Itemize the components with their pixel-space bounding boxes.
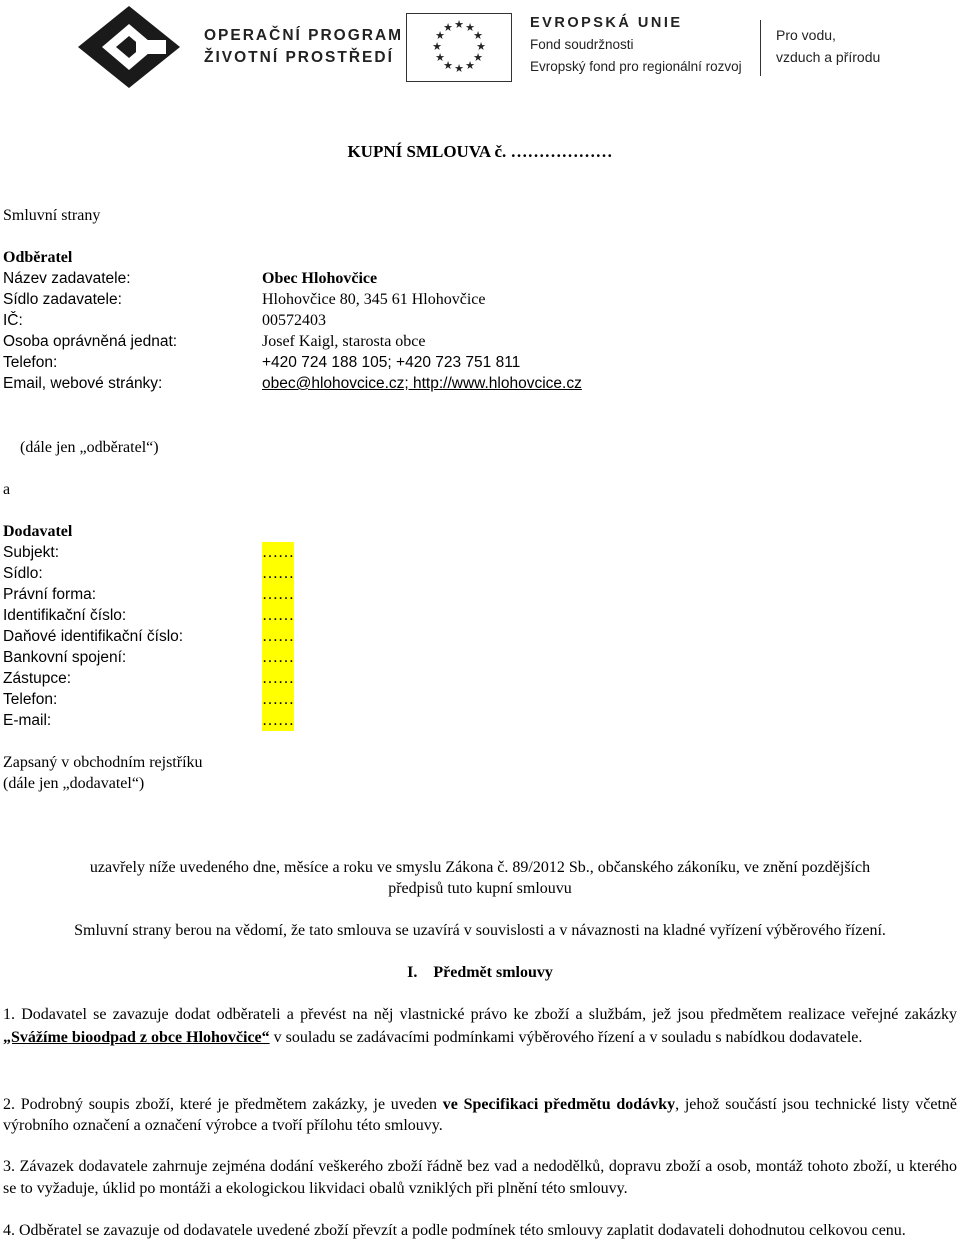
svg-text:★: ★ bbox=[432, 40, 442, 53]
intro-line-2: předpisů tuto kupní smlouvu bbox=[388, 880, 572, 897]
section-1-number: I. bbox=[407, 964, 418, 981]
buyer-label-web: Email, webové stránky: bbox=[3, 375, 163, 392]
supplier-value-seat: …… bbox=[262, 565, 294, 582]
buyer-value-person: Josef Kaigl, starosta obce bbox=[262, 333, 426, 350]
slogan bbox=[776, 24, 880, 68]
eu-flag-icon bbox=[406, 13, 512, 82]
op-program-name bbox=[204, 25, 403, 69]
supplier-label-seat: Sídlo: bbox=[3, 565, 43, 582]
supplier-label-phone: Telefon: bbox=[3, 691, 58, 708]
paragraph-1-end: v souladu se zadávacími podmínkami výběrového řízení a v souladu s nabídkou dodavatele. bbox=[269, 1029, 863, 1046]
buyer-value-ic: 00572403 bbox=[262, 312, 326, 329]
supplier-label-representative: Zástupce: bbox=[3, 670, 72, 687]
supplier-value-legal-form: …… bbox=[262, 586, 294, 603]
eu-fund-2: Evropský fond pro regionální rozvoj bbox=[530, 59, 742, 74]
supplier-label-email: E-mail: bbox=[3, 712, 52, 729]
svg-text:★: ★ bbox=[473, 51, 483, 64]
buyer-heading: Odběratel bbox=[3, 249, 73, 266]
supplier-label-id: Identifikační číslo: bbox=[3, 607, 127, 624]
intro-line-1: uzavřely níže uvedeného dne, měsíce a roku ve smyslu Zákona č. 89/2012 Sb., občanského zákoníku, ve znění pozdějších bbox=[89, 859, 871, 876]
svg-text:★: ★ bbox=[435, 51, 445, 64]
supplier-label-bank: Bankovní spojení: bbox=[3, 649, 127, 666]
buyer-alias: (dále jen „odběratel“) bbox=[20, 439, 159, 456]
slogan-line-2: vzduch a přírodu bbox=[776, 49, 881, 65]
supplier-value-id: …… bbox=[262, 607, 294, 624]
supplier-value-phone: …… bbox=[262, 691, 294, 708]
contract-title: KUPNÍ SMLOUVA č. ……………… bbox=[347, 142, 613, 161]
and-word: a bbox=[3, 481, 11, 498]
buyer-value-name: Obec Hlohovčice bbox=[262, 270, 378, 287]
header-divider bbox=[760, 20, 761, 76]
supplier-label-tax-id: Daňové identifikační číslo: bbox=[3, 628, 184, 645]
paragraph-1 bbox=[3, 1003, 957, 1049]
op-line-1: OPERAČNÍ PROGRAM bbox=[204, 27, 404, 44]
specification-reference: ve Specifikaci předmětu dodávky bbox=[442, 1096, 676, 1113]
buyer-label-phone: Telefon: bbox=[3, 354, 58, 371]
supplier-label-subject: Subjekt: bbox=[3, 544, 60, 561]
buyer-label-name: Název zadavatele: bbox=[3, 270, 131, 287]
svg-text:★: ★ bbox=[454, 62, 464, 75]
paragraph-3: 3. Závazek dodavatele zahrnuje zejména dodání veškerého zboží řádně bez vad a nedodělků, dopravu zboží a osob, montáž tohoto zboží, u kterého se to vyžaduje, úklid po montáži a ekologickou likvidaci obalů vzniklých při plnění této smlouvy. bbox=[3, 1158, 957, 1197]
contract-subject-name: „Svážíme bioodpad z obce Hlohovčice“ bbox=[3, 1029, 270, 1046]
supplier-value-representative: …… bbox=[262, 670, 294, 687]
section-1-title: Předmět smlouvy bbox=[433, 964, 553, 981]
buyer-label-ic: IČ: bbox=[3, 312, 23, 329]
eu-text-block bbox=[530, 12, 742, 78]
supplier-register: Zapsaný v obchodním rejstříku bbox=[3, 754, 203, 771]
slogan-line-1: Pro vodu, bbox=[776, 27, 836, 43]
buyer-value-phone: +420 724 188 105; +420 723 751 811 bbox=[262, 354, 521, 371]
supplier-value-bank: …… bbox=[262, 649, 294, 666]
paragraph-1-start: 1. Dodavatel se zavazuje dodat odběrateli a převést na něj vlastnické právo ke zboží a službám, jež jsou předmětem realizace veřejné zakázky bbox=[3, 1006, 957, 1023]
supplier-value-subject: …… bbox=[262, 544, 294, 561]
notice: Smluvní strany berou na vědomí, že tato smlouva se uzavírá v souvislosti a v návaznosti na kladné vyřízení výběrového řízení. bbox=[74, 922, 886, 939]
buyer-web-link[interactable]: obec@hlohovcice.cz; http://www.hlohovcice.cz bbox=[262, 375, 582, 392]
paragraph-2 bbox=[3, 1094, 957, 1136]
eu-fund-1: Fond soudržnosti bbox=[530, 37, 634, 52]
svg-text:★: ★ bbox=[435, 29, 445, 42]
svg-text:★: ★ bbox=[443, 59, 453, 72]
buyer-value-seat: Hlohovčice 80, 345 61 Hlohovčice bbox=[262, 291, 486, 308]
supplier-alias: (dále jen „dodavatel“) bbox=[3, 775, 145, 792]
section-1-heading bbox=[0, 962, 960, 983]
supplier-heading: Dodavatel bbox=[3, 523, 73, 540]
paragraph-4: 4. Odběratel se zavazuje od dodavatele uvedené zboží převzít a podle podmínek této smlouvy zaplatit dodavateli dohodnutou celkovou cenu. bbox=[3, 1222, 906, 1239]
supplier-label-legal-form: Právní forma: bbox=[3, 586, 97, 603]
svg-text:★: ★ bbox=[443, 21, 453, 34]
paragraph-2-end: , jehož součástí jsou technické listy včetně výrobního označení a označení výrobce a tvoří přílohu této smlouvy. bbox=[3, 1096, 957, 1134]
supplier-value-tax-id: …… bbox=[262, 628, 294, 645]
eu-title: EVROPSKÁ UNIE bbox=[530, 15, 683, 31]
svg-text:★: ★ bbox=[465, 59, 475, 72]
svg-text:★: ★ bbox=[473, 29, 483, 42]
svg-text:★: ★ bbox=[476, 40, 486, 53]
buyer-label-seat: Sídlo zadavatele: bbox=[3, 291, 122, 308]
parties-heading: Smluvní strany bbox=[3, 207, 101, 224]
svg-text:★: ★ bbox=[454, 18, 464, 31]
buyer-label-person: Osoba oprávněná jednat: bbox=[3, 333, 178, 350]
op-line-2: ŽIVOTNÍ PROSTŘEDÍ bbox=[204, 49, 394, 66]
svg-text:★: ★ bbox=[465, 21, 475, 34]
op-zp-logo-icon bbox=[76, 4, 182, 90]
supplier-value-email: …… bbox=[262, 712, 294, 729]
paragraph-2-start: 2. Podrobný soupis zboží, které je předmětem zakázky, je uveden bbox=[3, 1096, 443, 1113]
header-logos bbox=[0, 0, 960, 100]
